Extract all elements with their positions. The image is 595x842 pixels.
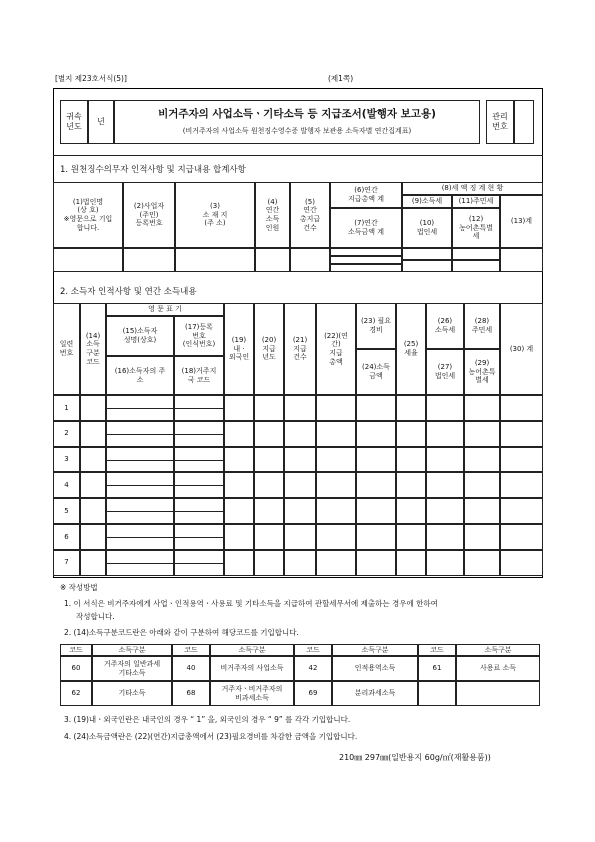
s1-value-address[interactable] xyxy=(175,248,255,272)
page-number: (제1쪽) xyxy=(328,74,354,83)
row-serial: 6 xyxy=(53,524,80,550)
col-rural-tax: (12) 농어촌특별 세 xyxy=(452,208,500,248)
row-cell[interactable] xyxy=(464,472,500,498)
s1-value-persons[interactable] xyxy=(255,248,290,272)
col-reg-no: (2)사업자 (주민) 등록번호 xyxy=(123,182,175,248)
row-cell[interactable] xyxy=(426,395,464,421)
col-tax-rate: (25) 세율 xyxy=(396,303,426,395)
row-cell[interactable] xyxy=(426,524,464,550)
row-cell[interactable] xyxy=(284,524,316,550)
col-address: (3) 소 재 지 (주 소) xyxy=(175,182,255,248)
row-serial: 7 xyxy=(53,550,80,576)
row-cell[interactable] xyxy=(356,421,396,447)
row-cell[interactable] xyxy=(426,421,464,447)
row-cell[interactable] xyxy=(224,395,254,421)
note-1: 1. 이 서식은 비거주자에게 사업ㆍ인적용역ㆍ사용료 및 기타소득을 지급하여 관할세무서에 제출하는 경우에 한하여 xyxy=(64,599,438,608)
row-cell[interactable] xyxy=(254,550,284,576)
row-cell[interactable] xyxy=(80,447,106,473)
row-cell[interactable] xyxy=(254,421,284,447)
s1-value-rural-tax[interactable] xyxy=(452,260,500,272)
row-serial: 5 xyxy=(53,498,80,524)
col-resident-tax: (11)주민세 xyxy=(452,195,500,208)
row-cell[interactable] xyxy=(284,421,316,447)
code-head-cell: 소득구분 xyxy=(332,644,418,656)
manage-no-label: 관리 번호 xyxy=(486,100,514,144)
manage-no-value[interactable] xyxy=(514,100,534,144)
row-cell[interactable] xyxy=(356,472,396,498)
col-pay-year: (20) 지급 년도 xyxy=(254,303,284,395)
row-cell[interactable] xyxy=(80,524,106,550)
row-cell[interactable] xyxy=(396,498,426,524)
col-income-amount: (24)소득 금액 xyxy=(356,349,396,395)
row-cell[interactable] xyxy=(284,472,316,498)
row-cell[interactable] xyxy=(224,472,254,498)
col-reg-id: (17)등록 번호 (인식번호) xyxy=(174,316,224,356)
notes-heading: ※ 작성방법 xyxy=(60,583,98,592)
row-cell[interactable] xyxy=(80,550,106,576)
belong-year-label: 귀속 년도 xyxy=(60,100,88,144)
col-serial: 일련 번호 xyxy=(53,303,80,395)
row-split-line xyxy=(106,511,224,512)
code-row-cell: 분리과세소득 xyxy=(332,681,418,706)
col-total: (13)계 xyxy=(500,195,543,248)
row-serial: 4 xyxy=(53,472,80,498)
code-row-cell: 68 xyxy=(172,681,210,706)
row-cell[interactable] xyxy=(80,498,106,524)
s1-value-total-sum[interactable] xyxy=(500,248,543,272)
row-cell[interactable] xyxy=(500,472,543,498)
code-row-cell: 61 xyxy=(418,656,456,681)
row-cell[interactable] xyxy=(356,524,396,550)
row-split-line xyxy=(106,434,224,435)
row-cell[interactable] xyxy=(80,421,106,447)
row-cell[interactable] xyxy=(80,472,106,498)
form-title: 비거주자의 사업소득ㆍ기타소득 등 지급조서(발행자 보고용) xyxy=(158,108,436,121)
row-cell[interactable] xyxy=(254,395,284,421)
s1-value-income[interactable] xyxy=(330,256,402,264)
row-cell[interactable] xyxy=(464,550,500,576)
s1-value-corp-name[interactable] xyxy=(53,248,123,272)
row-cell[interactable] xyxy=(500,550,543,576)
row-cell[interactable] xyxy=(464,395,500,421)
s1-value-resident-tax[interactable] xyxy=(452,248,500,260)
paper-spec: 210㎜ 297㎜(일반용지 60g/㎡(재활용품)) xyxy=(339,753,491,762)
row-split-line xyxy=(106,563,224,564)
row-cell[interactable] xyxy=(464,421,500,447)
divider xyxy=(53,155,543,156)
row-cell[interactable] xyxy=(356,498,396,524)
col-annual-total: (6)연간 지급총액 계 xyxy=(330,182,402,208)
row-cell[interactable] xyxy=(224,421,254,447)
row-cell[interactable] xyxy=(284,550,316,576)
code-head-cell: 코드 xyxy=(418,644,456,656)
row-cell[interactable] xyxy=(396,472,426,498)
s1-value-count[interactable] xyxy=(290,248,330,272)
section1-title: 1. 원천징수의무자 인적사항 및 지급내용 합계사항 xyxy=(60,165,246,175)
row-cell[interactable] xyxy=(316,472,356,498)
row-cell[interactable] xyxy=(254,447,284,473)
row-cell[interactable] xyxy=(356,447,396,473)
row-cell[interactable] xyxy=(396,447,426,473)
code-head-cell: 코드 xyxy=(294,644,332,656)
row-cell[interactable] xyxy=(254,498,284,524)
col-annual-persons: (4) 연간 소득 인원 xyxy=(255,182,290,248)
code-head-cell: 소득구분 xyxy=(210,644,294,656)
code-row-cell: 60 xyxy=(60,656,92,681)
code-head-cell: 코드 xyxy=(60,644,92,656)
row-cell[interactable] xyxy=(284,498,316,524)
row-cell[interactable] xyxy=(426,550,464,576)
row-cell[interactable] xyxy=(500,421,543,447)
note-1-cont: 작성합니다. xyxy=(76,612,115,621)
row-cell[interactable] xyxy=(500,447,543,473)
row-cell[interactable] xyxy=(224,447,254,473)
row-cell[interactable] xyxy=(464,524,500,550)
s1-value-reg-no[interactable] xyxy=(123,248,175,272)
col-s2-resident-tax: (28) 주민세 xyxy=(464,303,500,349)
row-cell[interactable] xyxy=(224,550,254,576)
row-serial: 3 xyxy=(53,447,80,473)
col-pay-total: (22)(연 간) 지급 총액 xyxy=(316,303,356,395)
english-header: 영 문 표 기 xyxy=(106,303,224,316)
code-row-cell: 비거주자의 사업소득 xyxy=(210,656,294,681)
row-cell[interactable] xyxy=(356,395,396,421)
row-cell[interactable] xyxy=(316,395,356,421)
row-cell[interactable] xyxy=(500,524,543,550)
row-cell[interactable] xyxy=(426,447,464,473)
code-row-cell: 인적용역소득 xyxy=(332,656,418,681)
row-split-line xyxy=(106,460,224,461)
code-row-cell: 69 xyxy=(294,681,332,706)
code-head-cell: 코드 xyxy=(172,644,210,656)
section2-title: 2. 소득자 인적사항 및 연간 소득내용 xyxy=(60,287,197,297)
row-cell[interactable] xyxy=(500,498,543,524)
col-expenses: (23) 필요 경비 xyxy=(356,303,396,349)
col-s2-rural-tax: (29) 농어촌특 별세 xyxy=(464,349,500,395)
title-block xyxy=(114,100,480,144)
form-number: [별지 제23호서식(5)] xyxy=(55,74,127,83)
col-recipient-address: (16)소득자의 주 소 xyxy=(106,356,174,395)
code-row-cell: 기타소득 xyxy=(92,681,172,706)
code-row-cell: 거주자의 일반과세 기타소득 xyxy=(92,656,172,681)
row-cell[interactable] xyxy=(316,421,356,447)
row-cell[interactable] xyxy=(316,447,356,473)
row-serial: 2 xyxy=(53,421,80,447)
col-corp-tax: (10) 법인세 xyxy=(402,208,452,248)
s1-value-corp-tax[interactable] xyxy=(402,260,452,272)
row-cell[interactable] xyxy=(284,447,316,473)
col-pay-count: (21) 지급 건수 xyxy=(284,303,316,395)
col-s2-income-tax: (26) 소득세 xyxy=(426,303,464,349)
note-2: 2. (14)소득구분코드란은 아래와 같이 구분하여 해당코드를 기입합니다. xyxy=(64,628,299,637)
col-s2-corp-tax: (27) 법인세 xyxy=(426,349,464,395)
s1-value-income-b[interactable] xyxy=(330,264,402,272)
note-4: 4. (24)소득금액란은 (22)(연간)지급총액에서 (23)필요경비를 차감한 금액을 기입합니다. xyxy=(64,732,358,741)
row-cell[interactable] xyxy=(356,550,396,576)
s1-value-total[interactable] xyxy=(330,248,402,256)
col-income-code: (14) 소득 구분 코드 xyxy=(80,303,106,395)
col-annual-income: (7)연간 소득금액 계 xyxy=(330,208,402,248)
row-cell[interactable] xyxy=(426,498,464,524)
col-recipient-name: (15)소득자 성명(상호) xyxy=(106,316,174,356)
row-cell[interactable] xyxy=(500,395,543,421)
row-cell[interactable] xyxy=(396,524,426,550)
s1-value-income-tax[interactable] xyxy=(402,248,452,260)
row-cell[interactable] xyxy=(254,524,284,550)
row-serial: 1 xyxy=(53,395,80,421)
row-cell[interactable] xyxy=(254,472,284,498)
form-subtitle: (비거주자의 사업소득 원천징수영수증 발행자 보관용 소득자별 연간집계표) xyxy=(182,127,412,136)
row-cell[interactable] xyxy=(284,395,316,421)
col-country-code: (18)거주지 국 코드 xyxy=(174,356,224,395)
code-row-cell xyxy=(456,681,540,706)
row-split-line xyxy=(106,537,224,538)
row-cell[interactable] xyxy=(224,498,254,524)
code-row-cell: 42 xyxy=(294,656,332,681)
row-cell[interactable] xyxy=(396,421,426,447)
row-cell[interactable] xyxy=(426,472,464,498)
row-cell[interactable] xyxy=(396,395,426,421)
tax-status-header: (8)세 액 징 계 현 황 xyxy=(402,182,543,195)
row-split-line xyxy=(106,408,224,409)
code-row-cell: 사용료 소득 xyxy=(456,656,540,681)
code-row-cell: 62 xyxy=(60,681,92,706)
row-cell[interactable] xyxy=(316,550,356,576)
row-cell[interactable] xyxy=(316,498,356,524)
col-s2-total: (30) 계 xyxy=(500,303,543,395)
col-corp-name: (1)법인명 (상 호) ※영문으로 기입 합니다. xyxy=(53,182,123,248)
col-income-tax: (9)소득세 xyxy=(402,195,452,208)
code-row-cell xyxy=(418,681,456,706)
row-split-line xyxy=(106,485,224,486)
col-resident-flag: (19) 내 · 외국인 xyxy=(224,303,254,395)
col-annual-count: (5) 연간 총지급 건수 xyxy=(290,182,330,248)
code-row-cell: 40 xyxy=(172,656,210,681)
row-cell[interactable] xyxy=(224,524,254,550)
note-3: 3. (19)내ㆍ외국인란은 내국인의 경우 “ 1” 을, 외국인의 경우 “ 9” 를 각각 기입합니다. xyxy=(64,715,351,724)
row-cell[interactable] xyxy=(316,524,356,550)
code-head-cell: 소득구분 xyxy=(456,644,540,656)
row-cell[interactable] xyxy=(80,395,106,421)
row-cell[interactable] xyxy=(396,550,426,576)
code-row-cell: 거주자ㆍ비거주자의 비과세소득 xyxy=(210,681,294,706)
row-cell[interactable] xyxy=(464,498,500,524)
code-head-cell: 소득구분 xyxy=(92,644,172,656)
belong-year-value[interactable]: 년 xyxy=(88,100,114,144)
row-cell[interactable] xyxy=(464,447,500,473)
